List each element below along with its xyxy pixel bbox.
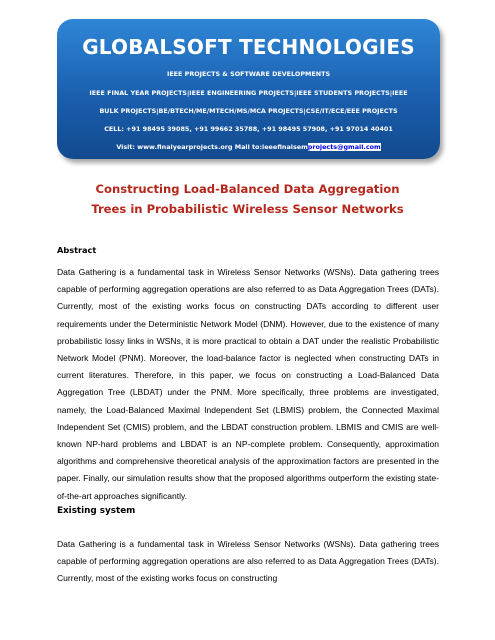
abstract-heading: Abstract [57, 245, 97, 255]
email-link[interactable]: projects@gmail.com [307, 143, 381, 151]
project-types-line: IEEE FINAL YEAR PROJECTS|IEEE ENGINEERING PROJECTS|IEEE STUDENTS PROJECTS|IEEE [89, 89, 408, 97]
existing-system-paragraph: Data Gathering is a fundamental task in Wireless Sensor Networks (WSNs). Data gathering trees capable of performing aggregation operations are also referred to as Data Aggregation Trees (DATs). Currently, most of the existing works focus on constructing [57, 539, 439, 584]
document-title [0, 179, 495, 219]
header-banner [57, 19, 440, 159]
abstract-paragraph: Data Gathering is a fundamental task in Wireless Sensor Networks (WSNs). Data gathering trees capable of performing aggregation operations are also referred to as Data Aggregation Trees (DATs). Currently, most of the existing works focus on constructing DATs according to different user requirements under the Deterministic Network Model (DNM). However, due to the existence of many probabilistic lossy links in WSNs, it is more practical to obtain a DAT under the realistic Probabilistic Network Model (PNM). Moreover, the load-balance factor is neglected when constructing DATs in current literatures. Therefore, in this paper, we focus on constructing a Load-Balanced Data Aggregation Tree (LBDAT) under the PNM. More specifically, three problems are investigated, namely, the Load-Balanced Maximal Independent Set (LBMIS) problem, the Connected Maximal Independent Set (CMIS) problem, and the LBDAT construction problem. LBMIS and CMIS are well-known NP-hard problems and LBDAT is an NP-complete problem. Consequently, approximation algorithms and comprehensive theoretical analysis of the approximation factors are presented in the paper. Finally, our simulation results show that the proposed algorithms outperform the existing state-of-the-art approaches significantly. [57, 267, 439, 501]
existing-system-heading: Existing system [57, 506, 136, 516]
title-text: Constructing Load-Balanced Data Aggregation Trees in Probabilistic Wireless Sensor Networks [91, 182, 404, 216]
contact-line [57, 143, 440, 151]
brand-name: GLOBALSOFT TECHNOLOGIES [82, 35, 415, 59]
degree-line: BULK PROJECTS|BE/BTECH/ME/MTECH/MS/MCA PROJECTS|CSE/IT/ECE/EEE PROJECTS [99, 107, 398, 115]
phone-line: CELL: +91 98495 39085, +91 99662 35788, +91 98495 57908, +91 97014 40401 [104, 125, 393, 133]
contact-prefix[interactable]: Visit: www.finalyearprojects.org Mail to:ieeefinalsem [116, 143, 308, 151]
tagline: IEEE PROJECTS & SOFTWARE DEVELOPMENTS [166, 70, 331, 78]
